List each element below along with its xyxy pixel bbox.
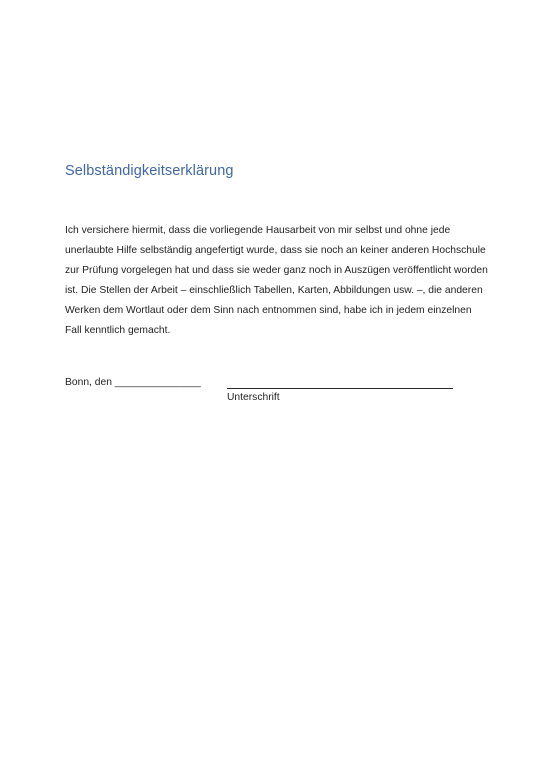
declaration-paragraph xyxy=(65,221,488,341)
document-heading: Selbständigkeitserklärung xyxy=(65,163,234,179)
paragraph-line: unerlaubte Hilfe selbständig angefertigt wurde, dass sie noch an keiner anderen Hochschule xyxy=(65,245,486,256)
paragraph-line: Fall kenntlich gemacht. xyxy=(65,325,171,336)
paragraph-line: ist. Die Stellen der Arbeit – einschließlich Tabellen, Karten, Abbildungen usw. –, die anderen xyxy=(65,285,483,296)
paragraph-line: Ich versichere hiermit, dass die vorliegende Hausarbeit von mir selbst und ohne jede xyxy=(65,225,451,236)
signature-label: Unterschrift xyxy=(227,392,280,403)
paragraph-line: zur Prüfung vorgelegen hat und dass sie weder ganz noch in Auszügen veröffentlicht worden xyxy=(65,265,488,276)
place-date-field: Bonn, den _______________ xyxy=(65,377,201,388)
paragraph-line: Werken dem Wortlaut oder dem Sinn nach entnommen sind, habe ich in jedem einzelnen xyxy=(65,305,472,316)
signature-line xyxy=(227,388,453,389)
